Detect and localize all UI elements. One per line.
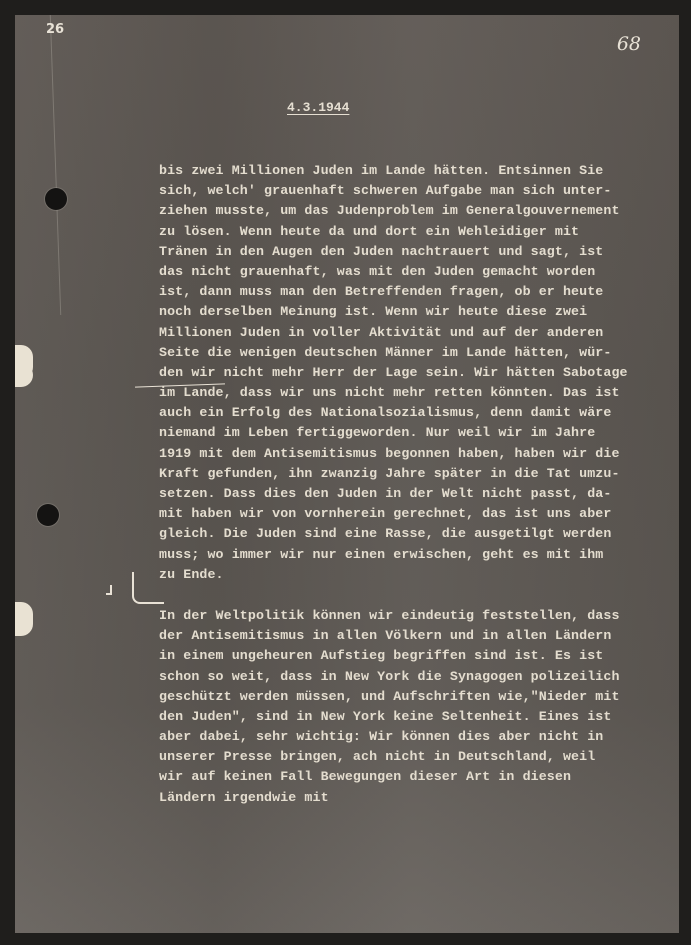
text-line: setzen. Dass dies den Juden in der Welt nicht passt, da- xyxy=(159,486,612,501)
text-line: unserer Presse bringen, ach nicht in Deutschland, weil xyxy=(159,749,596,765)
text-line: Kraft gefunden, ihn zwanzig Jahre später in die Tat umzu- xyxy=(159,465,620,481)
text-line: niemand im Leben fertiggeworden. Nur weil wir im Jahre xyxy=(159,425,596,441)
handwritten-folio-number: 68 xyxy=(616,33,641,55)
text-line: Ländern irgendwie mit xyxy=(159,789,329,805)
body-text xyxy=(159,161,669,808)
text-line: Seite die wenigen deutschen Männer im Lande hätten, wür- xyxy=(159,344,612,360)
stamp-number: 26 xyxy=(46,22,65,37)
paragraph-gap xyxy=(159,585,669,606)
text-line: gleich. Die Juden sind eine Rasse, die ausgetilgt werden xyxy=(159,526,612,542)
punch-hole-bottom xyxy=(37,504,59,526)
handwritten-bracket-mark xyxy=(106,585,112,595)
text-line: den wir nicht mehr Herr der Lage sein. Wir hätten Sabotage xyxy=(159,364,628,380)
text-line: sich, welch' grauenhaft schweren Aufgabe man sich unter- xyxy=(159,183,612,199)
text-line: 1919 mit dem Antisemitismus begonnen haben, haben wir die xyxy=(159,445,620,461)
text-line: bis zwei Millionen Juden im Lande hätten. Entsinnen Sie xyxy=(159,163,604,178)
text-line: geschützt werden müssen, und Aufschriften wie,"Nieder mit xyxy=(159,688,620,704)
text-line: der Antisemitismus in allen Völkern und in allen Ländern xyxy=(159,628,612,644)
text-line: den Juden", sind in New York keine Seltenheit. Eines ist xyxy=(159,708,612,724)
text-line: Tränen in den Augen den Juden nachtrauert und sagt, ist xyxy=(159,243,604,259)
text-line: in einem ungeheuren Aufstieg begriffen sind ist. Es ist xyxy=(159,648,604,664)
date-heading: 4.3.1944 xyxy=(287,100,350,115)
binding-tab-top-2 xyxy=(15,363,33,387)
text-line: ziehen musste, um das Judenproblem im Generalgouvernement xyxy=(159,203,620,219)
paragraph-1 xyxy=(159,161,669,585)
text-line: mit haben wir von vornherein gerechnet, das ist uns aber xyxy=(159,506,612,522)
text-line: aber dabei, sehr wichtig: Wir können dies aber nicht in xyxy=(159,729,604,745)
text-line: auch ein Erfolg des Nationalsozialismus, denn damit wäre xyxy=(159,405,612,421)
text-line: ist, dann muss man den Betreffenden fragen, ob er heute xyxy=(159,284,604,300)
binding-tab-bottom xyxy=(15,602,33,636)
text-line: wir auf keinen Fall Bewegungen dieser Art in diesen xyxy=(159,769,572,785)
text-line: Millionen Juden in voller Aktivität und auf der anderen xyxy=(159,324,604,340)
margin-line xyxy=(50,15,61,315)
text-line: im Lande, dass wir uns nicht mehr retten könnten. Das ist xyxy=(159,385,620,401)
text-line: muss; wo immer wir nur einen erwischen, geht es mit ihm xyxy=(159,546,604,562)
text-line: noch derselben Meinung ist. Wenn wir heute diese zwei xyxy=(159,304,588,320)
text-line: zu Ende. xyxy=(159,566,224,582)
text-line: In der Weltpolitik können wir eindeutig feststellen, dass xyxy=(159,607,620,623)
text-line: zu lösen. Wenn heute da und dort ein Wehleidiger mit xyxy=(159,223,580,239)
punch-hole-top xyxy=(45,188,67,210)
text-line: das nicht grauenhaft, was mit den Juden gemacht worden xyxy=(159,263,596,279)
document-page xyxy=(15,15,679,933)
paragraph-2 xyxy=(159,606,669,808)
text-line: schon so weit, dass in New York die Synagogen polizeilich xyxy=(159,668,620,684)
